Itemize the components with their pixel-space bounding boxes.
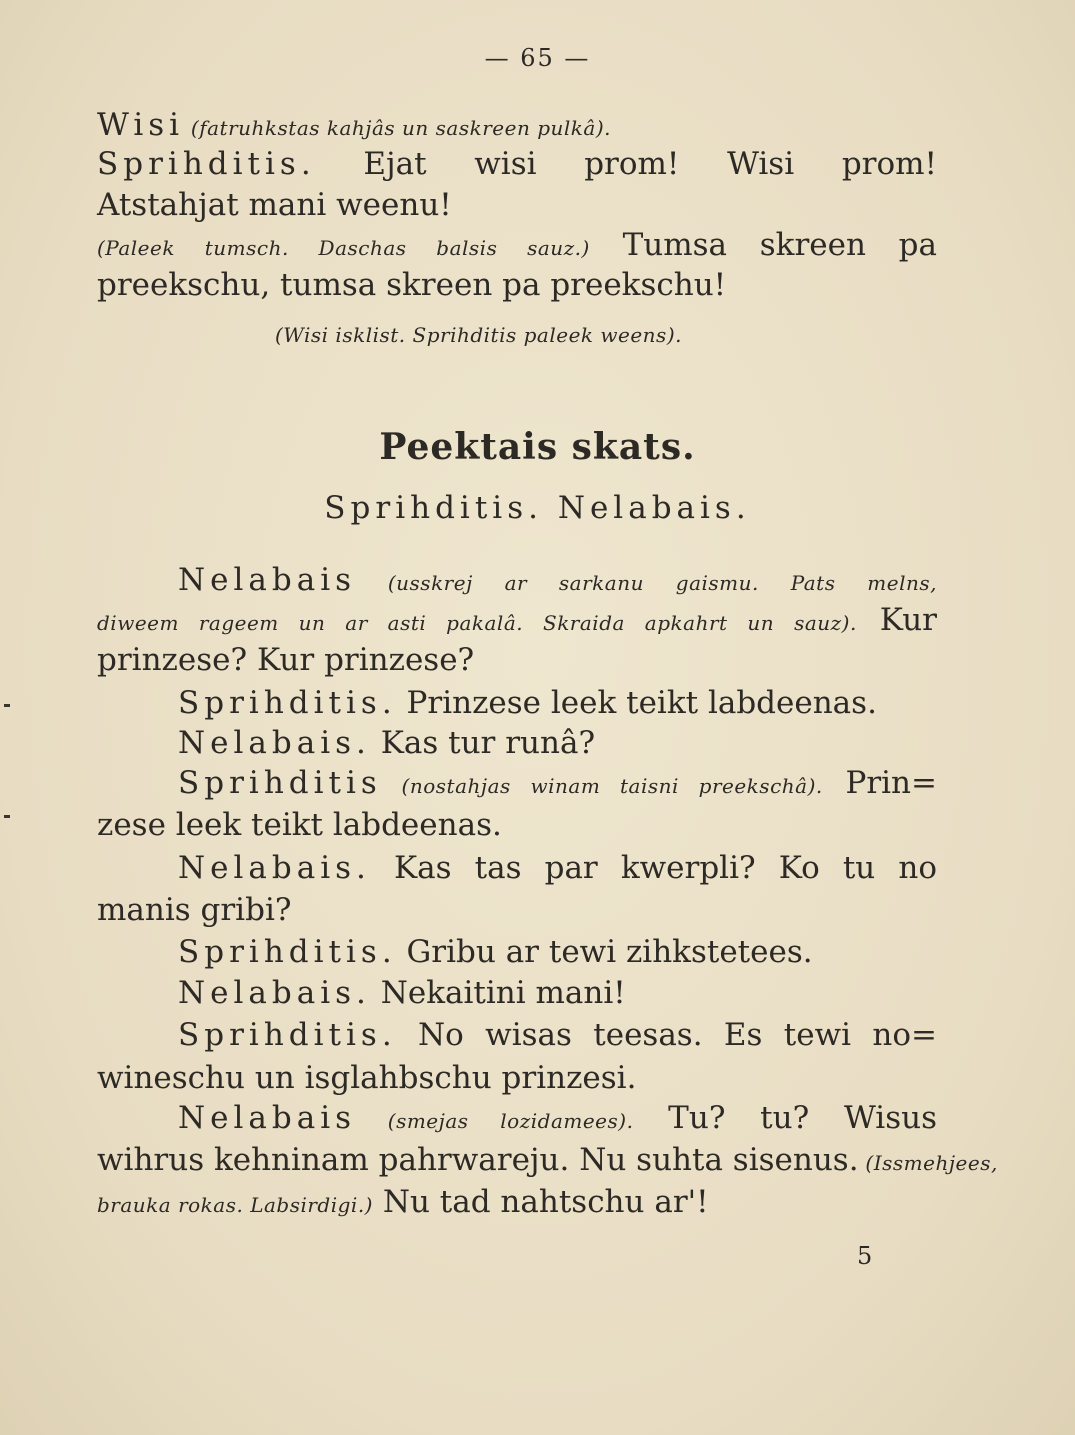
stage-direction: brauka rokas. Labsirdigi.) [97, 1193, 373, 1217]
text-line-6 [275, 312, 875, 355]
dialogue-text: Prinzese leek teikt labdeenas. [396, 685, 877, 721]
text-line-11 [178, 723, 937, 763]
page-number: — 65 — [484, 44, 591, 72]
dialogue-text: Ejat wisi prom! Wisi prom! [315, 146, 937, 182]
text-line-18 [178, 1015, 937, 1055]
speaker-name: Sprihditis. [178, 1017, 397, 1053]
stage-direction: (usskrej ar sarkanu gaismu. Pats melns, [356, 571, 937, 595]
cast-list: Sprihditis. Nelabais. [324, 490, 751, 526]
dialogue-text: Tu? tu? Wisus [633, 1100, 937, 1136]
text-line-14 [178, 848, 937, 888]
stage-direction: (nostahjas winam taisni preekschâ). [381, 774, 823, 798]
dialogue-text: Kas tas par kwerpli? Ko tu no [370, 850, 937, 886]
text-line-7 [178, 560, 937, 603]
text-line-21 [97, 1140, 998, 1183]
speaker-name: Nelabais. [178, 975, 371, 1011]
margin-mark [4, 704, 10, 707]
text-line-2 [97, 144, 937, 184]
speaker-name: Nelabais. [178, 850, 371, 886]
text-line-8 [97, 600, 937, 643]
dialogue-text: Gribu ar tewi zihkstetees. [396, 934, 813, 970]
text-line-1 [97, 105, 937, 148]
stage-direction: (fatruhkstas kahjâs un saskreen pulkâ). [184, 116, 611, 140]
dialogue-text: preekschu, tumsa skreen pa preekschu! [97, 267, 727, 303]
speaker-name: Wisi [97, 107, 185, 143]
dialogue-text: manis gribi? [97, 892, 292, 928]
speaker-name: Sprihditis. [178, 934, 397, 970]
speaker-name: Sprihditis [178, 765, 382, 801]
text-line-3 [97, 185, 937, 225]
text-line-13 [97, 805, 937, 845]
text-line-17 [178, 973, 937, 1013]
text-line-22 [97, 1182, 937, 1225]
dialogue-text: wineschu un isglahbschu prinzesi. [97, 1060, 637, 1096]
dialogue-text: Atstahjat mani weenu! [97, 187, 452, 223]
text-line-4 [97, 225, 937, 268]
speaker-name: Nelabais [178, 1100, 357, 1136]
speaker-name: Sprihditis. [178, 685, 397, 721]
stage-direction: diweem rageem un ar asti pakalâ. Skraida apkahrt un sauz). [97, 611, 857, 635]
stage-direction: (Issmehjees, [858, 1151, 998, 1175]
text-line-9 [97, 640, 937, 680]
dialogue-text: zese leek teikt labdeenas. [97, 807, 502, 843]
speaker-name: Nelabais [178, 562, 357, 598]
text-line-10 [178, 683, 937, 723]
text-line-16 [178, 932, 937, 972]
speaker-name: Nelabais. [178, 725, 371, 761]
dialogue-text: prinzese? Kur prinzese? [97, 642, 475, 678]
text-line-19 [97, 1058, 937, 1098]
text-line-20 [178, 1098, 937, 1141]
dialogue-text: No wisas teesas. Es tewi no= [396, 1017, 937, 1053]
dialogue-text: Nekaitini mani! [370, 975, 626, 1011]
dialogue-text: wihrus kehninam pahrwareju. Nu suhta sisenus. [97, 1142, 859, 1178]
stage-direction: (smejas lozidamees). [356, 1109, 634, 1133]
text-line-12 [178, 763, 937, 806]
margin-mark [4, 815, 10, 818]
dialogue-text: Kur [856, 602, 937, 638]
dialogue-text: Prin= [822, 765, 937, 801]
printer-signature: 5 [857, 1242, 873, 1270]
stage-direction: (Paleek tumsch. Daschas balsis sauz.) [97, 236, 590, 260]
text-line-5 [97, 265, 937, 305]
dialogue-text: Kas tur runâ? [370, 725, 596, 761]
scene-heading: Peektais skats. [379, 426, 696, 468]
stage-direction: (Wisi isklist. Sprihditis paleek weens). [275, 323, 682, 347]
dialogue-text: Nu tad nahtschu ar'! [372, 1184, 709, 1220]
text-line-15 [97, 890, 937, 930]
speaker-name: Sprihditis. [97, 146, 316, 182]
dialogue-text: Tumsa skreen pa [589, 227, 937, 263]
